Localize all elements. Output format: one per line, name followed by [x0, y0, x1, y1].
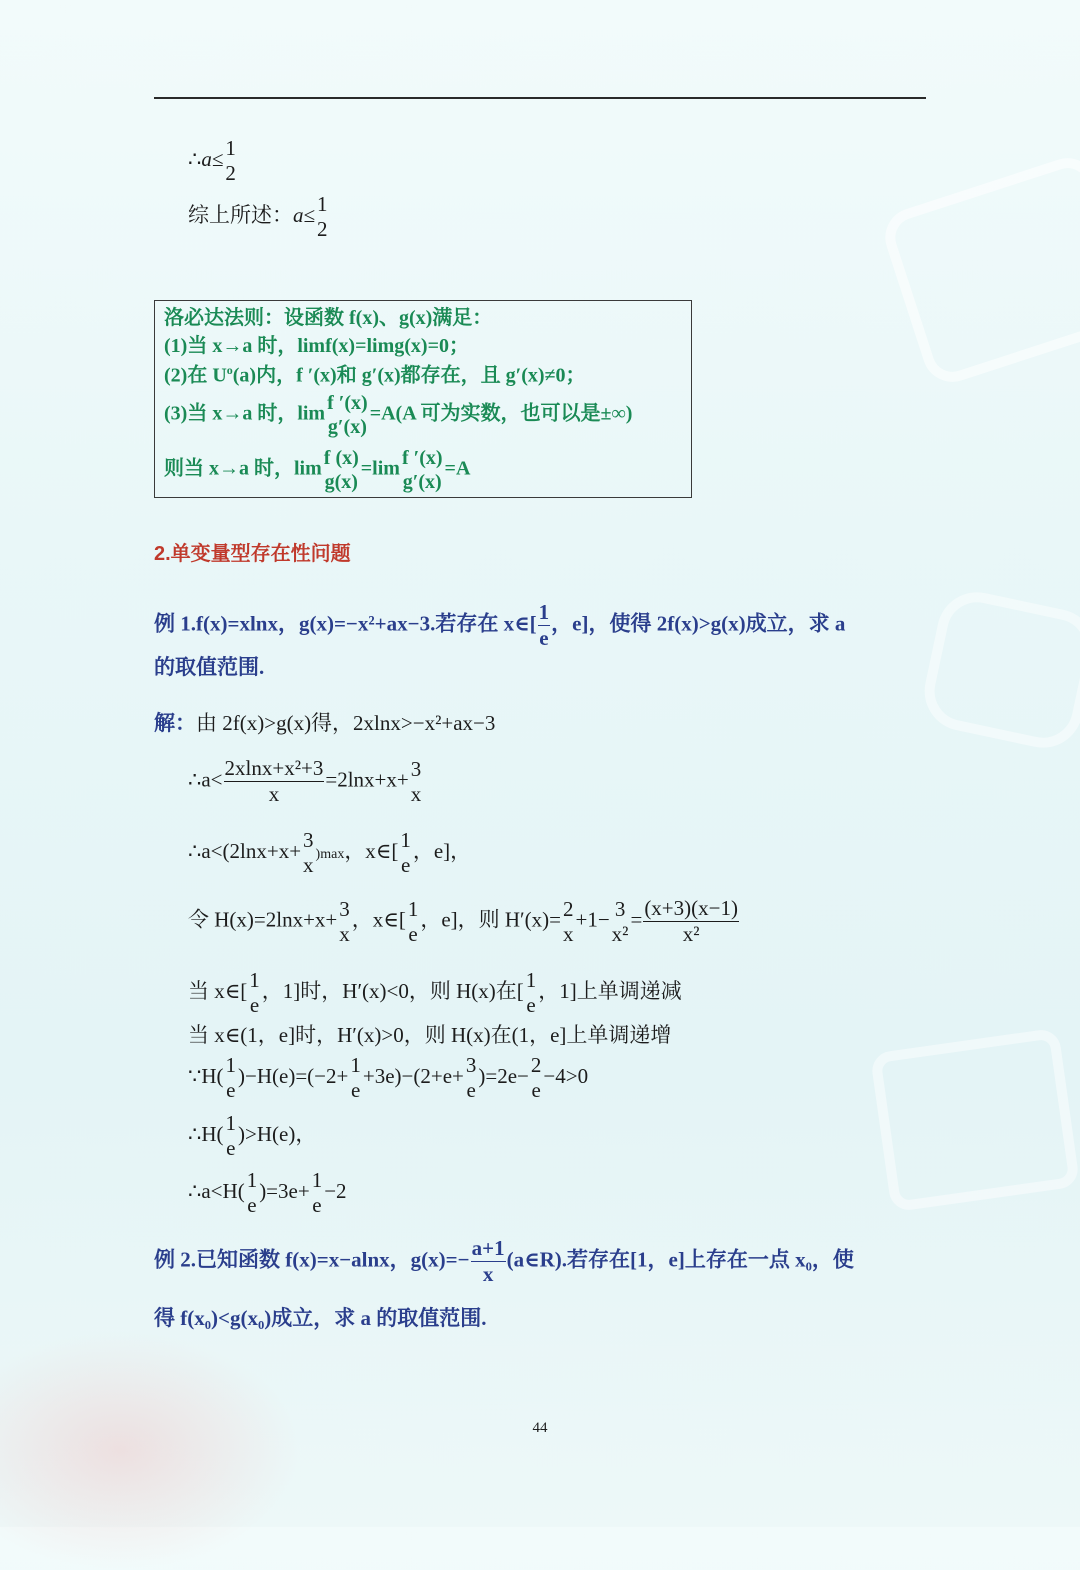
solution-text: )>H(e)，: [238, 1121, 317, 1146]
fraction: [407, 896, 420, 946]
section-heading: 2.单变量型存在性问题: [154, 543, 351, 565]
solution-line-1: [154, 713, 495, 734]
fraction-denominator: e: [247, 1193, 257, 1217]
header-rule: [154, 97, 926, 99]
fraction-numerator: 1: [538, 600, 550, 624]
solution-text: ∴a<: [188, 767, 223, 792]
fraction: [246, 1170, 259, 1216]
example-2-text: 例 2.已知函数 f(x)=x−alnx，g(x)=−: [154, 1247, 470, 1272]
fraction: [399, 830, 412, 876]
superscript: o: [226, 363, 233, 377]
fraction: [562, 896, 575, 946]
fraction-numerator: 2: [530, 1053, 542, 1077]
fraction-denominator: x²: [682, 922, 700, 946]
condition-3-text: (3)当 x→a 时，lim: [164, 402, 326, 425]
fraction-numerator: f ′(x): [401, 447, 443, 469]
example-2-text: (a∈R).若存在[1，e]上存在一点 x₀，使: [506, 1247, 854, 1272]
fraction: [311, 1170, 324, 1216]
theorem-condition-3: [164, 393, 632, 437]
fraction-denominator: g′(x): [327, 416, 367, 438]
solution-text: +3e)−(2+e+: [362, 1063, 464, 1088]
fraction-numerator: 3: [465, 1053, 477, 1077]
fraction-denominator: 2: [225, 161, 236, 185]
solution-text: ，1]时，H′(x)<0，则 H(x)在[: [261, 978, 524, 1003]
fraction-numerator: 3: [339, 896, 350, 921]
fraction: [323, 448, 360, 492]
solution-label: 解：: [154, 711, 196, 735]
condition-2-text: (2)在 U: [164, 364, 227, 387]
fraction-denominator: x: [562, 921, 574, 946]
fraction-numerator: 1: [350, 1053, 361, 1077]
fraction-denominator: x: [268, 782, 280, 806]
fraction-denominator: e: [226, 1136, 236, 1160]
solution-text: ∴a<(2lnx+x+: [188, 838, 302, 863]
example-2-line-1: [154, 1238, 854, 1285]
solution-text: ∴a<H(: [188, 1178, 245, 1203]
solution-line-9: [188, 1170, 347, 1216]
solution-text: −4>0: [543, 1063, 589, 1088]
solution-text: =: [630, 907, 643, 932]
background-decoration: [0, 1330, 300, 1570]
therefore-symbol: ∴: [188, 146, 202, 171]
fraction: [530, 1055, 543, 1101]
solution-text: ，1]上单调递减: [538, 978, 682, 1003]
fraction-denominator: g(x): [324, 471, 358, 493]
summary-line: [188, 194, 330, 240]
example-2-line-2: 得 f(x₀)<g(x₀)成立，求 a 的取值范围.: [154, 1306, 487, 1330]
solution-text: )−H(e)=(−2+: [238, 1063, 349, 1088]
fraction-denominator: e: [539, 626, 549, 650]
fraction: [410, 756, 423, 806]
example-1-line-2: 的取值范围.: [154, 655, 265, 679]
conclusion-text: 则当 x→a 时，lim: [164, 457, 322, 480]
fraction: [349, 1055, 362, 1101]
solution-text: −2: [324, 1178, 347, 1203]
fraction: [225, 1055, 238, 1101]
fraction-numerator: 1: [407, 896, 419, 921]
background-decoration: [878, 150, 1080, 389]
theorem-condition-1: (1)当 x→a 时，limf(x)=limg(x)=0；: [164, 335, 469, 357]
fraction-numerator: 1: [249, 968, 260, 992]
fraction-numerator: 3: [410, 756, 422, 781]
fraction-numerator: a+1: [471, 1236, 505, 1260]
fraction-denominator: e: [312, 1193, 322, 1217]
theorem-conclusion: [164, 448, 470, 492]
fraction-denominator: x: [482, 1262, 494, 1286]
condition-2-text: (a)内，f ′(x)和 g′(x)都存在，且 g′(x)≠0；: [232, 364, 586, 387]
lhopital-rule-box: [154, 300, 692, 498]
conclusion-text: =lim: [360, 457, 400, 480]
theorem-title: 洛必达法则：设函数 f(x)、g(x)满足：: [164, 307, 493, 329]
fraction-denominator: e: [526, 993, 536, 1017]
solution-text: =2lnx+x+: [325, 767, 409, 792]
example-1-line-1: [154, 602, 845, 649]
fraction: [525, 970, 538, 1016]
fraction-denominator: e: [531, 1078, 541, 1102]
fraction-half: [316, 194, 329, 240]
example-1-text: 例 1.f(x)=xlnx，g(x)=−x²+ax−3.若存在 x∈[: [154, 611, 537, 636]
fraction-numerator: (x+3)(x−1): [644, 896, 738, 920]
fraction-numerator: 2: [562, 896, 574, 921]
fraction-denominator: x: [339, 921, 350, 946]
fraction-numerator: 2xlnx+x²+3: [224, 756, 324, 780]
fraction: [401, 448, 444, 492]
solution-line-2: [188, 758, 423, 805]
therefore-a-line: [188, 138, 238, 184]
a-leq-text: a≤: [293, 202, 316, 227]
fraction: [611, 896, 630, 946]
fraction-numerator: 1: [246, 1168, 258, 1192]
fraction: [538, 602, 551, 649]
fraction-numerator: 1: [225, 136, 236, 160]
solution-text: )=2e−: [478, 1063, 529, 1088]
solution-line-6: 当 x∈(1，e]时，H′(x)>0，则 H(x)在(1，e]上单调递增: [188, 1023, 672, 1047]
subscript-max: )max: [315, 846, 345, 862]
solution-text: ，e]，则 H′(x)=: [420, 907, 561, 932]
fraction-denominator: e: [226, 1078, 236, 1102]
theorem-condition-2: [164, 364, 586, 386]
fraction-denominator: x²: [611, 921, 629, 946]
fraction: [326, 393, 369, 437]
solution-text: 由 2f(x)>g(x)得，2xlnx>−x²+ax−3: [196, 711, 496, 735]
solution-line-7: [188, 1055, 588, 1101]
solution-text: ∴H(: [188, 1121, 224, 1146]
fraction-numerator: f ′(x): [327, 392, 368, 414]
solution-text: ，x∈[: [351, 907, 406, 932]
solution-line-8: [188, 1113, 316, 1159]
solution-text: ∵H(: [188, 1063, 224, 1088]
fraction: [224, 758, 325, 805]
fraction: [225, 1113, 238, 1159]
fraction-denominator: 2: [317, 217, 328, 241]
background-decoration: [870, 1028, 1080, 1213]
fraction-denominator: e: [400, 853, 411, 877]
fraction-numerator: f (x): [323, 447, 359, 469]
solution-line-4: [188, 898, 740, 945]
fraction-denominator: g′(x): [402, 471, 442, 493]
fraction-numerator: 1: [311, 1168, 323, 1192]
solution-text: )=3e+: [259, 1178, 310, 1203]
solution-text: 当 x∈[: [188, 978, 248, 1003]
fraction-numerator: 1: [225, 1053, 237, 1077]
fraction-denominator: e: [350, 1078, 361, 1102]
solution-line-3: [188, 830, 471, 876]
fraction: [338, 896, 351, 946]
solution-text: ，x∈[: [344, 838, 399, 863]
example-1-text: ，e]，使得 2f(x)>g(x)成立，求 a: [551, 611, 846, 636]
fraction: [302, 830, 315, 876]
fraction: [643, 898, 739, 945]
summary-label: 综上所述：: [188, 202, 293, 227]
page-number: 44: [532, 1420, 548, 1436]
fraction-denominator: e: [408, 921, 418, 946]
fraction-numerator: 1: [225, 1111, 237, 1135]
fraction-denominator: e: [466, 1078, 476, 1102]
fraction-denominator: x: [303, 853, 314, 877]
conclusion-text: =A: [444, 457, 471, 480]
fraction-numerator: 3: [614, 896, 626, 921]
fraction-numerator: 1: [317, 192, 328, 216]
fraction-numerator: 1: [525, 968, 537, 992]
fraction: [248, 970, 261, 1016]
a-leq-text: a≤: [201, 146, 224, 171]
fraction-denominator: x: [410, 781, 422, 806]
fraction-numerator: 1: [400, 828, 411, 852]
solution-text: ，e]，: [412, 838, 472, 863]
fraction-half: [224, 138, 237, 184]
solution-line-5: [188, 970, 682, 1016]
solution-text: +1−: [575, 907, 610, 932]
fraction: [465, 1055, 478, 1101]
condition-3-text: =A(A 可为实数，也可以是±∞): [369, 402, 633, 425]
fraction: [471, 1238, 506, 1285]
solution-text: 令 H(x)=2lnx+x+: [188, 907, 338, 932]
fraction-denominator: e: [249, 993, 260, 1017]
fraction-numerator: 3: [303, 828, 314, 852]
background-decoration: [917, 585, 1080, 755]
